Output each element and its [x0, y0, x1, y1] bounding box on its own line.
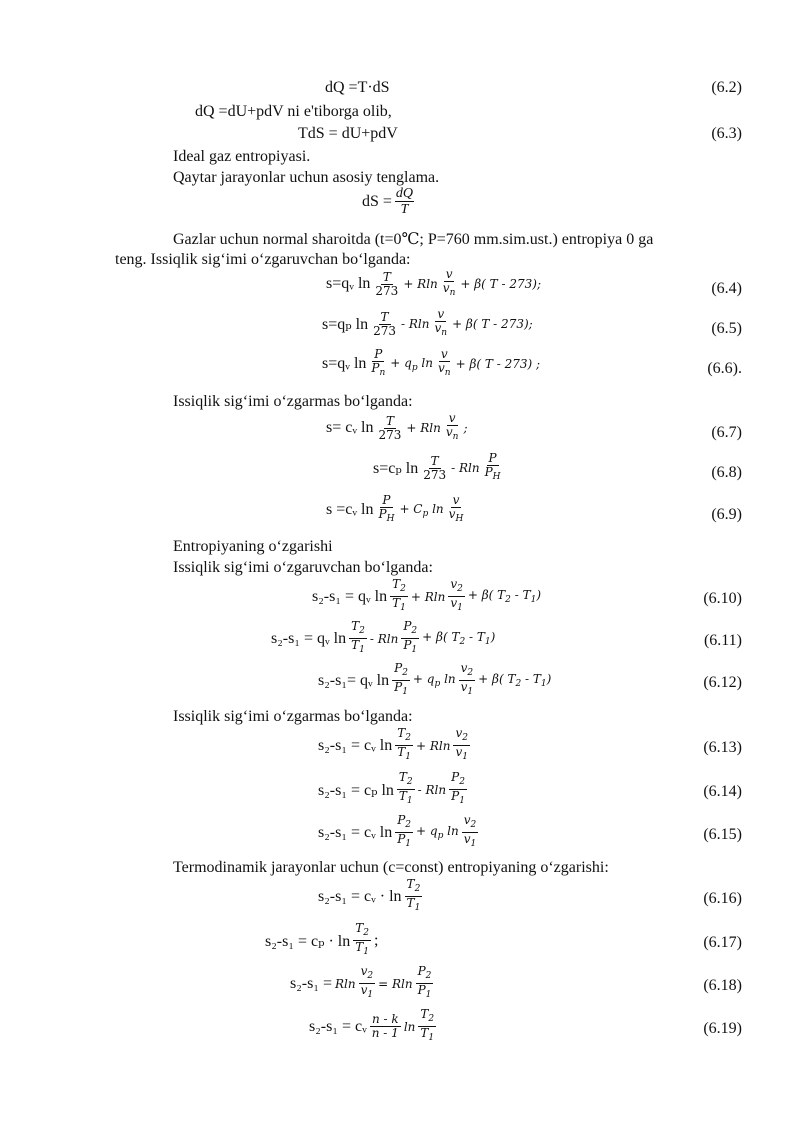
- fraction: $\frac{T_2}{T_1}$: [398, 770, 413, 806]
- text-line: dQ =dU+pdV ni e'tiborga olib,: [195, 103, 392, 120]
- equation-6-7: s= cᵥ ln $\frac{T}{273}$ + Rln $\frac{v}{v_n}$ ;: [326, 411, 468, 442]
- equation-6-4: s=qᵥ ln $\frac{T}{273}$ + Rln $\frac{v}{v_n}$ + β( T - 273);: [326, 267, 541, 298]
- equation-number: (6.16): [703, 890, 742, 907]
- equation-lhs: s₂-s₁ = cᵥ · ln: [318, 887, 402, 905]
- fraction: $\frac{P}{P_H}$: [484, 451, 501, 482]
- fraction: $\frac{v}{v_n}$: [445, 411, 459, 442]
- equation-lhs: s₂-s₁ =: [290, 974, 332, 992]
- equation-number: (6.9): [711, 506, 742, 523]
- fraction: $\frac{v_2}{v_1}$: [463, 813, 477, 849]
- equation-ds: [362, 186, 414, 217]
- fraction: $\frac{v_2}{v_1}$: [460, 661, 474, 697]
- equation-lhs: s=qₚ ln: [322, 316, 369, 333]
- equation-lhs: s₂-s₁ = qᵥ ln: [312, 587, 388, 605]
- fraction: $\frac{v_2}{v_1}$: [455, 726, 468, 762]
- fraction: $\frac{T}{273}$: [378, 413, 402, 442]
- equation-number: (6.7): [711, 424, 742, 441]
- equation-lhs: dS =: [362, 192, 392, 210]
- fraction: $\frac{P_2}{P_1}$: [451, 770, 465, 806]
- fraction: $\frac{T}{273}$: [423, 453, 447, 482]
- fraction: $\frac{T_2}{T_1}$: [406, 877, 421, 913]
- equation-number: (6.18): [703, 977, 742, 994]
- fraction: $\frac{T_2}{T_1}$: [355, 921, 369, 957]
- equation-6-16: [318, 878, 422, 915]
- fraction: $\frac{T_2}{T_1}$: [351, 619, 365, 655]
- equation-6-3: TdS = dU+pdV: [298, 125, 398, 142]
- equation-number: (6.3): [711, 125, 742, 142]
- equation-6-5: s=qₚ ln $\frac{T}{273}$ - Rln $\frac{v}{v_n}$ + β( T - 273);: [322, 307, 533, 338]
- equation-lhs: s=cₚ ln: [373, 460, 419, 477]
- equation-number: (6.14): [703, 783, 742, 800]
- fraction: $\frac{P}{P_n}$: [371, 347, 386, 378]
- numerator: dQ: [395, 186, 414, 201]
- fraction: $\frac{P_2}{P_1}$: [394, 661, 408, 697]
- equation-number: (6.5): [711, 320, 742, 337]
- equation-number: (6.19): [703, 1020, 742, 1037]
- fraction: [395, 186, 414, 217]
- fraction: $\frac{v}{v_n}$: [434, 307, 448, 338]
- equation-6-11: s₂-s₁ = qᵥ ln $\frac{T_2}{T_1}$ - Rln $\frac{P_2}{P_1}$ + β( $T_2 - T_1$): [271, 619, 496, 655]
- fraction: $\frac{P_2}{P_1}$: [397, 813, 412, 849]
- fraction: $\frac{n - k}{n - 1}$: [371, 1012, 399, 1040]
- equation-lhs: s =cᵥ ln: [326, 501, 374, 518]
- equation-number: (6.11): [703, 632, 742, 649]
- equation-6-12: s₂-s₁= qᵥ ln $\frac{P_2}{P_1}$ + $q_p$ ln $\frac{v_2}{v_1}$ + β( $T_2 - T_1$): [318, 661, 552, 697]
- equation-lhs: s= cᵥ ln: [326, 419, 374, 436]
- text-line: Gazlar uchun normal sharoitda (t=0℃; P=760 mm.sim.ust.) entropiya 0 ga: [173, 231, 654, 248]
- text-line: Issiqlik sig‘imi o‘zgaruvchan bo‘lganda:: [173, 559, 433, 576]
- fraction: $\frac{v}{v_n}$: [438, 347, 451, 378]
- fraction: $\frac{v}{v_n}$: [442, 267, 456, 298]
- fraction: $\frac{P_2}{P_1}$: [417, 964, 432, 1000]
- denominator: T: [400, 202, 409, 217]
- equation-6-18: s₂-s₁ = Rln $\frac{v_2}{v_1}$ = Rln $\frac{P_2}{P_1}$: [290, 964, 432, 1000]
- equation-lhs: s₂-s₁ = qᵥ ln: [271, 629, 347, 647]
- equation-lhs: s₂-s₁ = cₚ · ln: [265, 932, 351, 950]
- fraction: $\frac{v_2}{v_1}$: [360, 964, 374, 1000]
- equation-lhs: s₂-s₁ = cᵥ: [309, 1017, 367, 1035]
- equation-lhs: s=qᵥ ln: [322, 355, 367, 372]
- fraction: $\frac{T_2}{T_1}$: [392, 577, 406, 613]
- equation-number: (6.12): [703, 674, 742, 691]
- equation-lhs: s₂-s₁ = cᵥ ln: [318, 736, 393, 754]
- equation-number: (6.10): [703, 590, 742, 607]
- equation-number: (6.8): [711, 464, 742, 481]
- equation-6-2: dQ =T·dS: [325, 79, 390, 96]
- equation-6-8: s=cₚ ln $\frac{T}{273}$ - Rln $\frac{P}{P_H}$: [373, 451, 501, 482]
- fraction: $\frac{P}{P_H}$: [378, 493, 395, 524]
- equation-6-9: s =cᵥ ln $\frac{P}{P_H}$ + $C_p$ ln $\frac{v}{v_H}$: [326, 493, 464, 524]
- text-line: Qaytar jarayonlar uchun asosiy tenglama.: [173, 169, 440, 186]
- text-line: Ideal gaz entropiyasi.: [173, 148, 311, 165]
- equation-6-17: s₂-s₁ = cₚ · ln $\frac{T_2}{T_1}$ ;: [265, 921, 379, 957]
- equation-6-13: s₂-s₁ = cᵥ ln $\frac{T_2}{T_1}$ + Rln $\frac{v_2}{v_1}$: [318, 726, 468, 762]
- equation-6-14: s₂-s₁ = cₚ ln $\frac{T_2}{T_1}$ - Rln $\frac{P_2}{P_1}$: [318, 770, 465, 806]
- equation-lhs: s₂-s₁ = cᵥ ln: [318, 823, 393, 841]
- fraction: $\frac{v}{v_H}$: [448, 493, 464, 524]
- text-line: Termodinamik jarayonlar uchun (c=const) entropiyaning o‘zgarishi:: [173, 859, 609, 876]
- text-line: teng. Issiqlik sig‘imi o‘zgaruvchan bo‘lganda:: [115, 251, 411, 268]
- equation-6-6: s=qᵥ ln $\frac{P}{P_n}$ + $q_p$ ln $\frac{v}{v_n}$ + β( T - 273) ;: [322, 347, 541, 378]
- text-line: Issiqlik sig‘imi o‘zgarmas bo‘lganda:: [173, 393, 413, 410]
- equation-number: (6.15): [703, 826, 742, 843]
- equation-6-10: s₂-s₁ = qᵥ ln $\frac{T_2}{T_1}$ + Rln $\frac{v_2}{v_1}$ + β( $T_2 - T_1$): [312, 577, 542, 613]
- equation-lhs: s₂-s₁ = cₚ ln: [318, 781, 394, 799]
- equation-number: (6.4): [711, 280, 742, 297]
- equation-lhs: s=qᵥ ln: [326, 275, 371, 292]
- fraction: $\frac{T}{273}$: [373, 309, 396, 338]
- equation-lhs: s₂-s₁= qᵥ ln: [318, 671, 390, 689]
- text-line: Entropiyaning o‘zgarishi: [173, 538, 333, 555]
- text-line: Issiqlik sig‘imi o‘zgarmas bo‘lganda:: [173, 708, 413, 725]
- fraction: $\frac{P_2}{P_1}$: [403, 619, 418, 655]
- fraction: $\frac{T_2}{T_1}$: [420, 1007, 435, 1043]
- equation-number: (6.13): [703, 739, 742, 756]
- equation-6-15: s₂-s₁ = cᵥ ln $\frac{P_2}{P_1}$ + $q_p$ ln $\frac{v_2}{v_1}$: [318, 813, 477, 849]
- fraction: $\frac{v_2}{v_1}$: [450, 577, 463, 613]
- fraction: $\frac{T_2}{T_1}$: [397, 726, 411, 762]
- equation-number: (6.6).: [707, 360, 742, 377]
- equation-number: (6.2): [711, 79, 742, 96]
- equation-6-19: s₂-s₁ = cᵥ $\frac{n - k}{n - 1}$ ln $\frac{T_2}{T_1}$: [309, 1007, 435, 1043]
- equation-number: (6.17): [703, 934, 742, 951]
- fraction: $\frac{T}{273}$: [375, 269, 399, 298]
